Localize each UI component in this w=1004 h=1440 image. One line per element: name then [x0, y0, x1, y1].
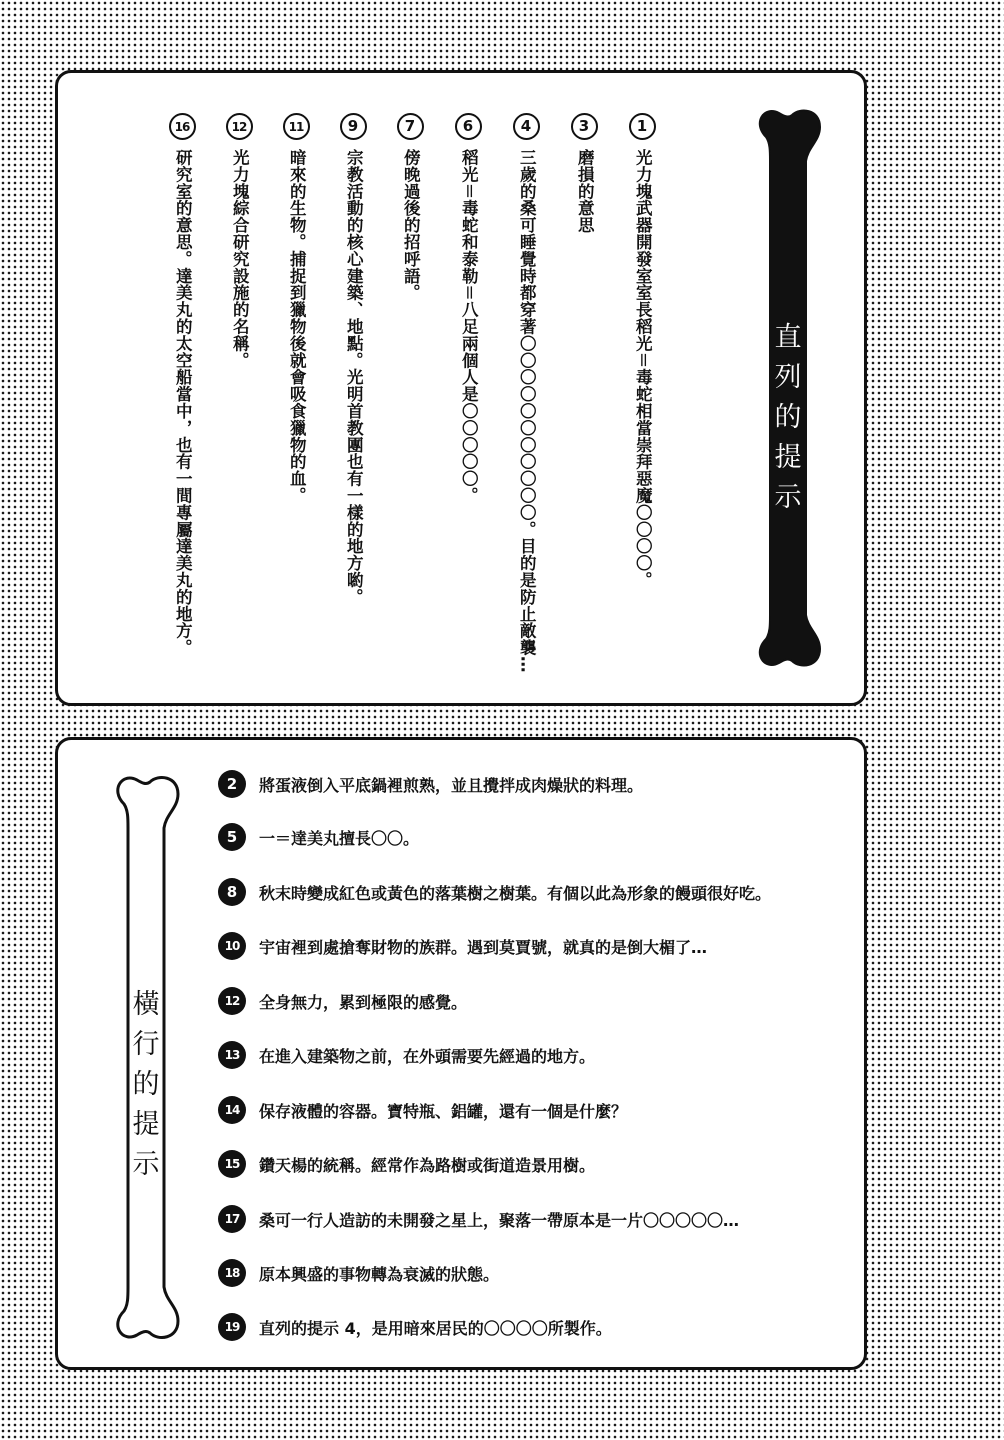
clue-number: 14	[218, 1096, 246, 1124]
vertical-clue	[223, 113, 255, 369]
horizontal-hints-bone-banner	[106, 770, 186, 1345]
clue-number: 9	[340, 113, 367, 140]
clue-text: 桑可一行人造訪的未開發之星上，聚落一帶原本是一片〇〇〇〇〇…	[259, 1210, 740, 1230]
clue-text: 秋末時變成紅色或黃色的落葉樹之樹葉。有個以此為形象的饅頭很好吃。	[259, 883, 772, 903]
clue-text: 在進入建築物之前，在外頭需要先經過的地方。	[259, 1046, 596, 1066]
clue-number: 15	[218, 1150, 246, 1178]
clue-text: 一＝達美丸擅長〇〇。	[259, 828, 420, 848]
clue-text: 稻光＝毒蛇和泰勒＝八足兩個人是〇〇〇〇〇。	[459, 149, 479, 504]
clue-text: 宇宙裡到處搶奪財物的族群。遇到莫賈號，就真的是倒大楣了…	[259, 937, 708, 957]
clue-text: 光力塊綜合研究設施的名稱。	[230, 149, 250, 369]
horizontal-clue	[218, 1149, 595, 1179]
clue-text: 研究室的意思。達美丸的太空船當中，也有一間專屬達美丸的地方。	[173, 149, 193, 656]
horizontal-clue	[218, 1204, 739, 1234]
vertical-clue	[452, 113, 484, 504]
horizontal-hints-title: 橫 行 的 提 示	[132, 989, 160, 1180]
clue-number: 7	[397, 113, 424, 140]
clue-number: 6	[455, 113, 482, 140]
vertical-clue	[626, 113, 658, 588]
clue-number: 3	[571, 113, 598, 140]
clue-number: 19	[218, 1313, 246, 1341]
clue-number: 5	[218, 823, 246, 851]
clue-text: 直列的提示 4，是用暗來居民的〇〇〇〇所製作。	[259, 1318, 612, 1338]
clue-text: 暗來的生物。捕捉到獵物後就會吸食獵物的血。	[287, 149, 307, 504]
vertical-clue	[337, 113, 369, 605]
clue-number: 1	[629, 113, 656, 140]
horizontal-clue	[218, 1095, 627, 1125]
clue-number: 4	[513, 113, 540, 140]
horizontal-clue	[218, 877, 771, 907]
vertical-hints-title: 直 列 的 提 示	[774, 322, 802, 513]
clue-text: 鑽天楊的統稱。經常作為路樹或街道造景用樹。	[259, 1155, 596, 1175]
clue-text: 原本興盛的事物轉為衰滅的狀態。	[259, 1264, 500, 1284]
horizontal-clue	[218, 1312, 612, 1342]
vertical-clue	[280, 113, 312, 504]
vertical-clue	[510, 113, 542, 673]
vertical-hints-bone-banner	[748, 103, 828, 673]
vertical-clue	[568, 113, 600, 234]
horizontal-clue	[218, 931, 707, 961]
horizontal-clue	[218, 769, 643, 799]
clue-number: 17	[218, 1205, 246, 1233]
clue-text: 將蛋液倒入平底鍋裡煎熟，並且攪拌成肉燥狀的料理。	[259, 775, 644, 795]
clue-number: 12	[226, 113, 253, 140]
clue-number: 8	[218, 878, 246, 906]
clue-number: 18	[218, 1259, 246, 1287]
clue-text: 磨損的意思	[575, 149, 595, 234]
vertical-clue	[166, 113, 198, 656]
clue-text: 保存液體的容器。寶特瓶、鋁罐，還有一個是什麼？	[259, 1101, 628, 1121]
clue-number: 10	[218, 932, 246, 960]
clue-number: 13	[218, 1041, 246, 1069]
clue-text: 光力塊武器開發室室長稻光＝毒蛇相當崇拜惡魔〇〇〇〇。	[633, 149, 653, 589]
clue-text: 三歲的桑可睡覺時都穿著〇〇〇〇〇〇〇〇〇〇〇。目的是防止敵襲…	[517, 149, 537, 673]
clue-text: 傍晚過後的招呼語。	[401, 149, 421, 302]
clue-number: 11	[283, 113, 310, 140]
vertical-hints-panel	[55, 70, 867, 706]
horizontal-clue	[218, 1258, 499, 1288]
horizontal-clue	[218, 1040, 595, 1070]
clue-number: 2	[218, 770, 246, 798]
clue-text: 全身無力，累到極限的感覺。	[259, 992, 468, 1012]
horizontal-hints-panel	[55, 737, 867, 1370]
horizontal-clue	[218, 986, 467, 1016]
horizontal-clue	[218, 822, 419, 852]
clue-text: 宗教活動的核心建築、地點。光明首教團也有一樣的地方喲。	[344, 149, 364, 606]
clue-number: 16	[169, 113, 196, 140]
vertical-clue	[394, 113, 426, 301]
clue-number: 12	[218, 987, 246, 1015]
